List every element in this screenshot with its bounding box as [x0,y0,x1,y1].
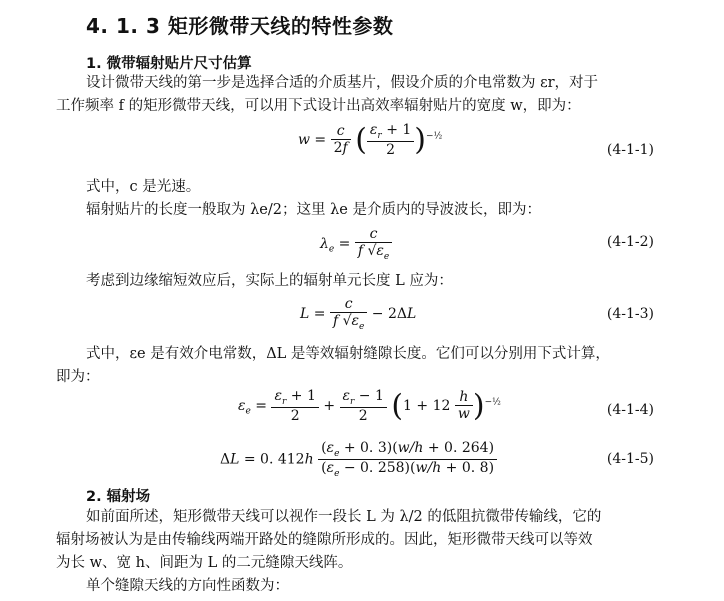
equation-label-4-1-1: (4-1-1) [606,142,654,158]
equation-label-4-1-3: (4-1-3) [606,306,654,322]
equation-4-1-2: $\lambda_e$ = $\frac{c}{f √\varepsilon_e}$ [320,226,392,262]
equation-label-4-1-4: (4-1-4) [606,402,654,418]
paragraph-6-line-3: 为长 w、宽 h、间距为 L 的二元缝隙天线阵。 [56,555,353,571]
equation-label-4-1-2: (4-1-2) [606,234,654,250]
paragraph-3: 辐射贴片的长度一般取为 λe/2；这里 λe 是介质内的导波波长，即为： [86,202,541,218]
equation-4-1-4: $\varepsilon_e$ = $\frac{\varepsilon_r + 1}{2}$ + $\frac{\varepsilon_r - 1}{2}$ (1 + 12 $\frac{h}{w}$ )$^{-\frac{1}{2}}$ [238,388,501,424]
paragraph-2: 式中，c 是光速。 [86,179,201,195]
paragraph-5-line-1: 式中，εe 是有效介电常数，ΔL 是等效辐射缝隙长度。它们可以分别用下式计算， [86,346,610,362]
paragraph-1-line-1: 设计微带天线的第一步是选择合适的介质基片，假设介质的介电常数为 εr，对于 [86,75,599,91]
equation-4-1-1: w = $\frac{c}{2f}$ ( $\frac{\varepsilon_r + 1}{2}$ )$^{-\frac{1}{2}}$ [298,122,443,158]
paragraph-6-line-2: 辐射场被认为是由传输线两端开路处的缝隙所形成的。因此，矩形微带天线可以等效 [56,532,593,548]
paragraph-1-line-2: 工作频率 f 的矩形微带天线，可以用下式设计出高效率辐射贴片的宽度 w，即为： [56,98,581,114]
subsection-title-2: 2. 辐射场 [86,489,151,505]
equation-4-1-3: L = $\frac{c}{f √\varepsilon_e}$ − 2ΔL [300,296,417,332]
paragraph-4: 考虑到边缘缩短效应后，实际上的辐射单元长度 L 应为： [86,273,453,289]
paragraph-6-line-1: 如前面所述，矩形微带天线可以视作一段长 L 为 λ/2 的低阻抗微带传输线，它的 [86,509,602,525]
paragraph-7: 单个缝隙天线的方向性函数为： [86,578,289,594]
equation-4-1-5: ΔL = 0. 412h $\frac{(\varepsilon_e + 0. 3)(w/h + 0. 264)}{(\varepsilon_e - 0. 258)(w/h + 0. 8)}$ [220,440,497,479]
subsection-title-1: 1. 微带辐射贴片尺寸估算 [86,56,252,72]
equation-label-4-1-5: (4-1-5) [606,451,654,467]
section-title: 4. 1. 3 矩形微带天线的特性参数 [86,14,394,38]
paragraph-5-line-2: 即为： [56,369,100,385]
